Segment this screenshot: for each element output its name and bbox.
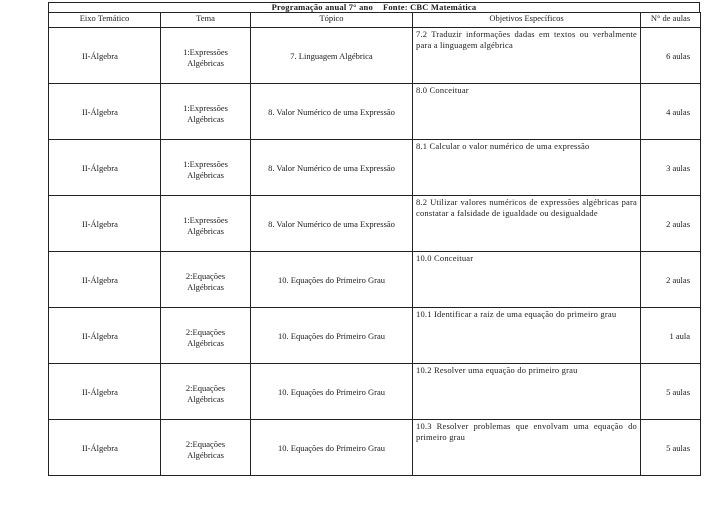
tema-line-1: 1:Expressões	[183, 214, 228, 225]
aulas-cell: 5 aulas	[641, 364, 701, 420]
aulas-cell: 2 aulas	[641, 252, 701, 308]
topico-cell: 8. Valor Numérico de uma Expressão	[251, 84, 413, 140]
tema-line-1: 2:Equações	[185, 438, 226, 449]
topico-cell: 10. Equações do Primeiro Grau	[251, 252, 413, 308]
eixo-cell: II-Álgebra	[49, 308, 161, 364]
table-header-row	[49, 13, 701, 28]
tema-cell	[161, 252, 251, 308]
tema-cell	[161, 28, 251, 84]
tema-line-2: Algébricas	[187, 337, 224, 348]
column-header-topico: Tópico	[251, 13, 413, 28]
aulas-cell: 1 aula	[641, 308, 701, 364]
table-row	[49, 140, 701, 196]
objetivo-cell: 10.0 Conceituar	[413, 252, 641, 308]
aulas-cell: 4 aulas	[641, 84, 701, 140]
document-source: Fonte: CBC Matemática	[382, 2, 477, 12]
eixo-cell: II-Álgebra	[49, 84, 161, 140]
tema-line-2: Algébricas	[187, 57, 224, 68]
objetivo-cell: 8.2 Utilizar valores numéricos de expressões algébricas para constatar a falsidade de igualdade ou desigualdade	[413, 196, 641, 252]
tema-line-2: Algébricas	[187, 113, 224, 124]
column-header-tema: Tema	[161, 13, 251, 28]
column-header-aulas: N° de aulas	[641, 13, 701, 28]
eixo-cell: II-Álgebra	[49, 140, 161, 196]
tema-cell	[161, 84, 251, 140]
tema-cell	[161, 140, 251, 196]
topico-cell: 7. Linguagem Algébrica	[251, 28, 413, 84]
table-row	[49, 84, 701, 140]
table-row	[49, 28, 701, 84]
objetivo-cell: 10.3 Resolver problemas que envolvam uma equação do primeiro grau	[413, 420, 641, 476]
objetivo-cell: 10.2 Resolver uma equação do primeiro grau	[413, 364, 641, 420]
column-header-eixo: Eixo Temático	[49, 13, 161, 28]
document-title-bar	[48, 2, 700, 12]
objetivo-cell: 8.0 Conceituar	[413, 84, 641, 140]
topico-cell: 8. Valor Numérico de uma Expressão	[251, 196, 413, 252]
table-row	[49, 364, 701, 420]
aulas-cell: 3 aulas	[641, 140, 701, 196]
topico-cell: 8. Valor Numérico de uma Expressão	[251, 140, 413, 196]
topico-cell: 10. Equações do Primeiro Grau	[251, 420, 413, 476]
objetivo-cell: 8.1 Calcular o valor numérico de uma expressão	[413, 140, 641, 196]
eixo-cell: II-Álgebra	[49, 420, 161, 476]
tema-line-2: Algébricas	[187, 281, 224, 292]
tema-line-1: 1:Expressões	[183, 102, 228, 113]
column-header-objetivos: Objetivos Específicos	[413, 13, 641, 28]
tema-cell	[161, 308, 251, 364]
tema-line-1: 1:Expressões	[183, 158, 228, 169]
document-title: Programação anual 7° ano	[271, 2, 373, 12]
objetivo-cell: 7.2 Traduzir informações dadas em textos ou verbalmente para a linguagem algébrica	[413, 28, 641, 84]
tema-cell	[161, 364, 251, 420]
aulas-cell: 6 aulas	[641, 28, 701, 84]
document-page	[48, 2, 700, 476]
table-row	[49, 420, 701, 476]
eixo-cell: II-Álgebra	[49, 364, 161, 420]
eixo-cell: II-Álgebra	[49, 196, 161, 252]
tema-line-2: Algébricas	[187, 225, 224, 236]
eixo-cell: II-Álgebra	[49, 28, 161, 84]
tema-line-1: 2:Equações	[185, 326, 226, 337]
topico-cell: 10. Equações do Primeiro Grau	[251, 308, 413, 364]
tema-line-2: Algébricas	[187, 169, 224, 180]
tema-cell	[161, 196, 251, 252]
tema-line-2: Algébricas	[187, 449, 224, 460]
table-row	[49, 252, 701, 308]
aulas-cell: 5 aulas	[641, 420, 701, 476]
topico-cell: 10. Equações do Primeiro Grau	[251, 364, 413, 420]
tema-line-1: 2:Equações	[185, 270, 226, 281]
planning-table	[48, 12, 701, 476]
eixo-cell: II-Álgebra	[49, 252, 161, 308]
tema-line-2: Algébricas	[187, 393, 224, 404]
objetivo-cell: 10.1 Identificar a raiz de uma equação do primeiro grau	[413, 308, 641, 364]
tema-cell	[161, 420, 251, 476]
table-row	[49, 196, 701, 252]
tema-line-1: 2:Equações	[185, 382, 226, 393]
table-row	[49, 308, 701, 364]
aulas-cell: 2 aulas	[641, 196, 701, 252]
tema-line-1: 1:Expressões	[183, 46, 228, 57]
